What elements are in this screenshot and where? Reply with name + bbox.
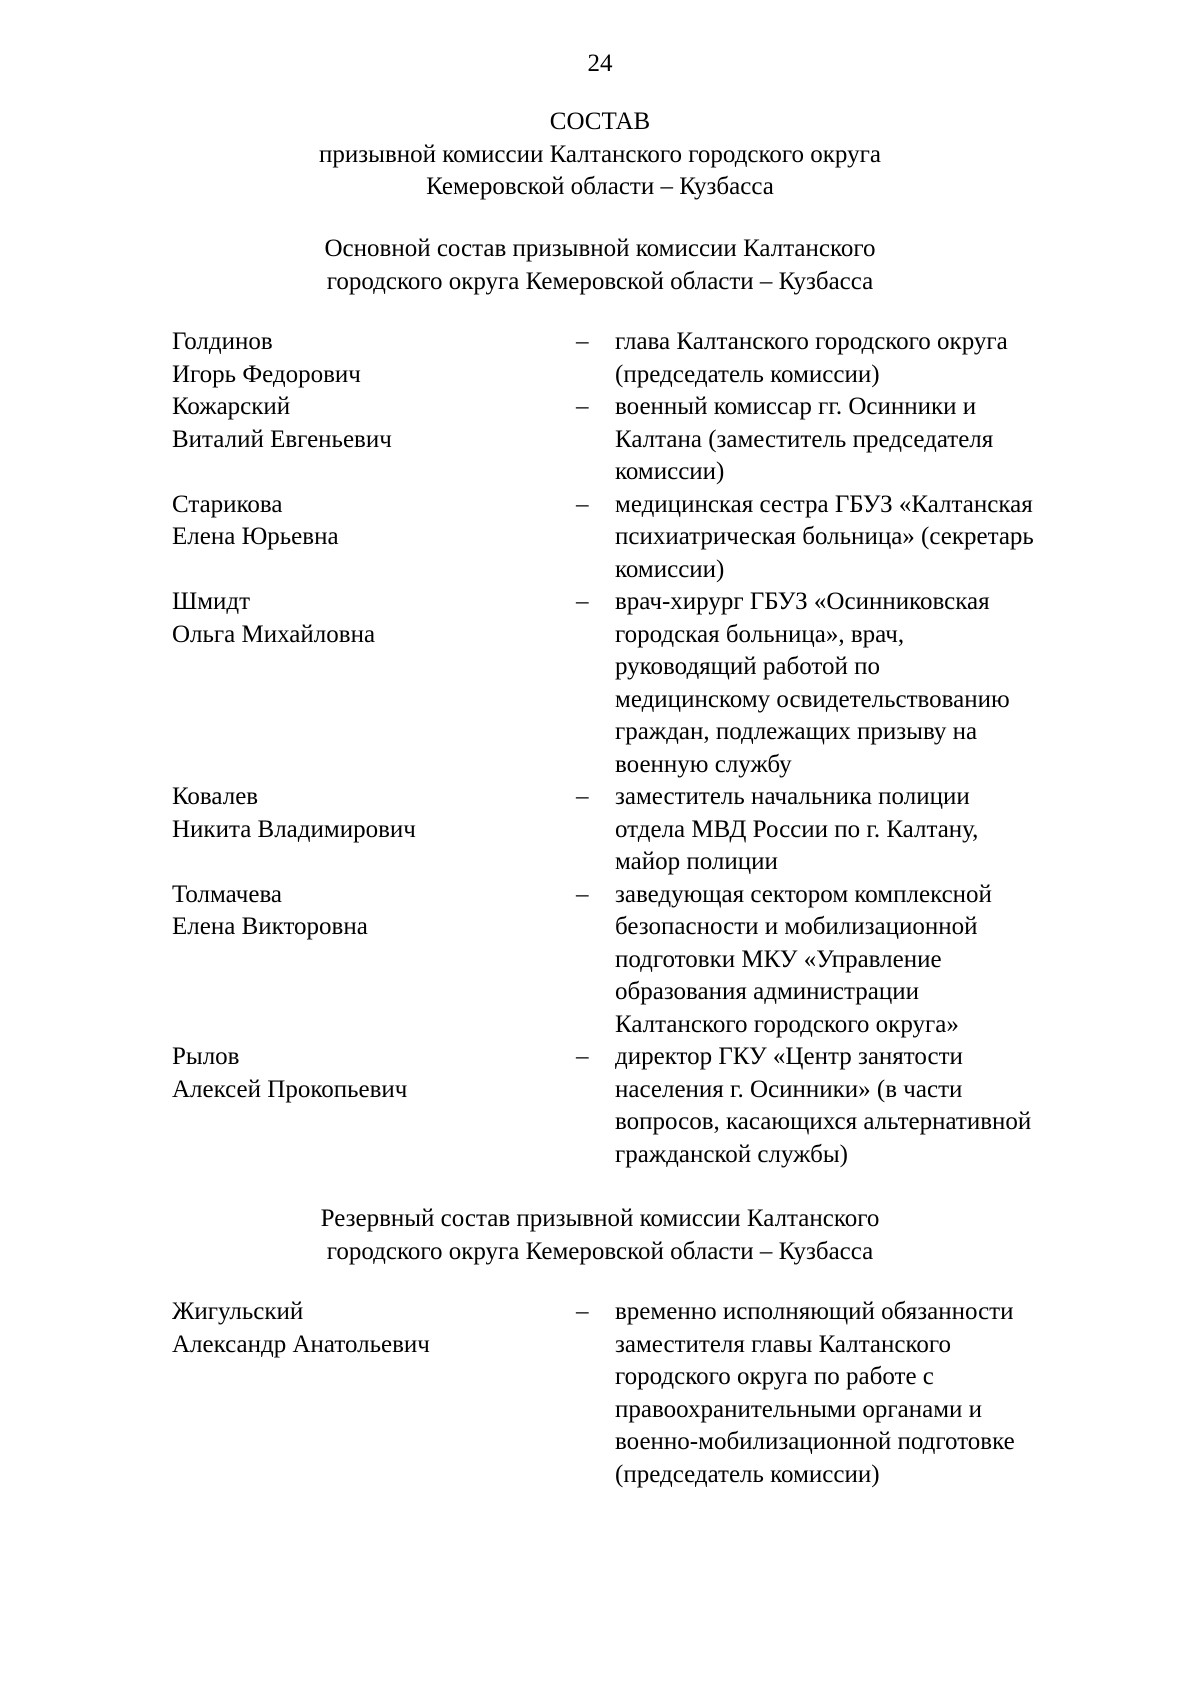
member-given-names: Александр Анатольевич bbox=[172, 1330, 430, 1358]
member-role-line: вопросов, касающихся альтернативной bbox=[615, 1108, 1032, 1135]
member-role-line: отдела МВД России по г. Калтану, bbox=[615, 815, 979, 843]
title-line-2: призывной комиссии Калтанского городского округа bbox=[319, 140, 881, 168]
member-name bbox=[172, 391, 572, 456]
member-role-line: правоохранительными органами и bbox=[615, 1395, 983, 1423]
member-role bbox=[615, 489, 1135, 587]
member-role-line: городская больница», врач, bbox=[615, 620, 905, 648]
member-given-names: Игорь Федорович bbox=[172, 360, 361, 388]
member-entry bbox=[172, 781, 1132, 879]
member-role-line: глава Калтанского городского округа bbox=[615, 328, 1008, 355]
member-given-names: Алексей Прокопьевич bbox=[172, 1075, 408, 1103]
dash-separator: – bbox=[576, 880, 589, 908]
dash-separator: – bbox=[576, 1043, 589, 1070]
member-role-line: (председатель комиссии) bbox=[615, 360, 880, 388]
member-name bbox=[172, 586, 572, 651]
member-name bbox=[172, 489, 572, 554]
member-role-line: директор ГКУ «Центр занятости bbox=[615, 1043, 963, 1070]
member-surname: Кожарский bbox=[172, 393, 291, 420]
member-role bbox=[615, 781, 1135, 879]
dash-separator: – bbox=[576, 783, 589, 810]
reserve-section-heading bbox=[0, 1203, 1200, 1268]
dash-separator: – bbox=[576, 328, 589, 355]
member-role-line: (председатель комиссии) bbox=[615, 1460, 880, 1488]
title-line-1: СОСТАВ bbox=[549, 108, 651, 135]
member-role-line: медицинскому освидетельствованию bbox=[615, 685, 1010, 713]
member-entry bbox=[172, 391, 1132, 489]
member-role-line: заместитель начальника полиции bbox=[615, 783, 970, 810]
member-role-line: психиатрическая больница» (секретарь bbox=[615, 523, 1034, 550]
member-role bbox=[615, 586, 1135, 781]
member-role-line: граждан, подлежащих призыву на bbox=[615, 718, 978, 745]
dash-separator: – bbox=[576, 393, 589, 420]
member-role-line: населения г. Осинники» (в части bbox=[615, 1075, 963, 1103]
page-number: 24 bbox=[587, 50, 613, 77]
member-surname: Жигульский bbox=[172, 1298, 304, 1325]
member-role-line: заведующая сектором комплексной bbox=[615, 880, 992, 908]
member-role-line: подготовки МКУ «Управление bbox=[615, 945, 942, 973]
member-entry bbox=[172, 1296, 1132, 1491]
member-role bbox=[615, 326, 1135, 391]
member-name bbox=[172, 1041, 572, 1106]
member-entry bbox=[172, 879, 1132, 1042]
dash-separator: – bbox=[576, 1298, 589, 1325]
member-name bbox=[172, 326, 572, 391]
member-role-line: гражданской службы) bbox=[615, 1140, 848, 1168]
member-role-line: городского округа по работе с bbox=[615, 1363, 934, 1390]
member-entry bbox=[172, 586, 1132, 781]
title-line-3: Кемеровской области – Кузбасса bbox=[426, 173, 774, 200]
member-role-line: Калтана (заместитель председателя bbox=[615, 425, 994, 453]
reserve-heading-line-1: Резервный состав призывной комиссии Калтанского bbox=[320, 1205, 880, 1232]
dash-separator: – bbox=[576, 490, 589, 518]
member-role bbox=[615, 391, 1135, 489]
member-given-names: Елена Юрьевна bbox=[172, 523, 339, 550]
member-given-names: Елена Викторовна bbox=[172, 913, 368, 940]
member-name bbox=[172, 879, 572, 944]
member-given-names: Виталий Евгеньевич bbox=[172, 425, 392, 453]
member-role-line: комиссии) bbox=[615, 458, 725, 485]
member-surname: Старикова bbox=[172, 490, 283, 518]
member-role-line: заместителя главы Калтанского bbox=[615, 1330, 952, 1358]
reserve-members-list bbox=[172, 1296, 1132, 1491]
member-role-line: Калтанского городского округа» bbox=[615, 1010, 959, 1038]
reserve-heading-line-2: городского округа Кемеровской области – Кузбасса bbox=[326, 1237, 874, 1265]
member-surname: Толмачева bbox=[172, 880, 283, 908]
member-name bbox=[172, 1296, 572, 1361]
member-role-line: комиссии) bbox=[615, 555, 725, 583]
member-role bbox=[615, 879, 1135, 1042]
main-heading-line-1: Основной состав призывной комиссии Калтанского bbox=[324, 235, 876, 262]
member-surname: Ковалев bbox=[172, 783, 259, 810]
document-title bbox=[0, 106, 1200, 204]
member-role-line: военно-мобилизационной подготовке bbox=[615, 1428, 1015, 1455]
member-role-line: военный комиссар гг. Осинники и bbox=[615, 393, 977, 420]
member-entry bbox=[172, 326, 1132, 391]
member-entry bbox=[172, 1041, 1132, 1171]
member-role-line: медицинская сестра ГБУЗ «Калтанская bbox=[615, 490, 1033, 518]
member-role-line: образования администрации bbox=[615, 978, 919, 1005]
main-heading-line-2: городского округа Кемеровской области – Кузбасса bbox=[326, 267, 874, 295]
member-role bbox=[615, 1296, 1135, 1491]
member-given-names: Никита Владимирович bbox=[172, 815, 416, 843]
member-role-line: руководящий работой по bbox=[615, 653, 881, 680]
member-surname: Голдинов bbox=[172, 328, 273, 355]
member-role-line: военную службу bbox=[615, 750, 792, 778]
member-role-line: майор полиции bbox=[615, 848, 778, 875]
member-given-names: Ольга Михайловна bbox=[172, 620, 376, 648]
member-role-line: врач-хирург ГБУЗ «Осинниковская bbox=[615, 588, 990, 615]
dash-separator: – bbox=[576, 588, 589, 615]
member-entry bbox=[172, 489, 1132, 587]
member-surname: Шмидт bbox=[172, 588, 251, 615]
member-role-line: безопасности и мобилизационной bbox=[615, 913, 978, 940]
main-members-list bbox=[172, 326, 1132, 1171]
member-role-line: временно исполняющий обязанности bbox=[615, 1298, 1014, 1325]
member-role bbox=[615, 1041, 1135, 1171]
main-section-heading bbox=[0, 233, 1200, 298]
member-surname: Рылов bbox=[172, 1043, 240, 1070]
member-name bbox=[172, 781, 572, 846]
